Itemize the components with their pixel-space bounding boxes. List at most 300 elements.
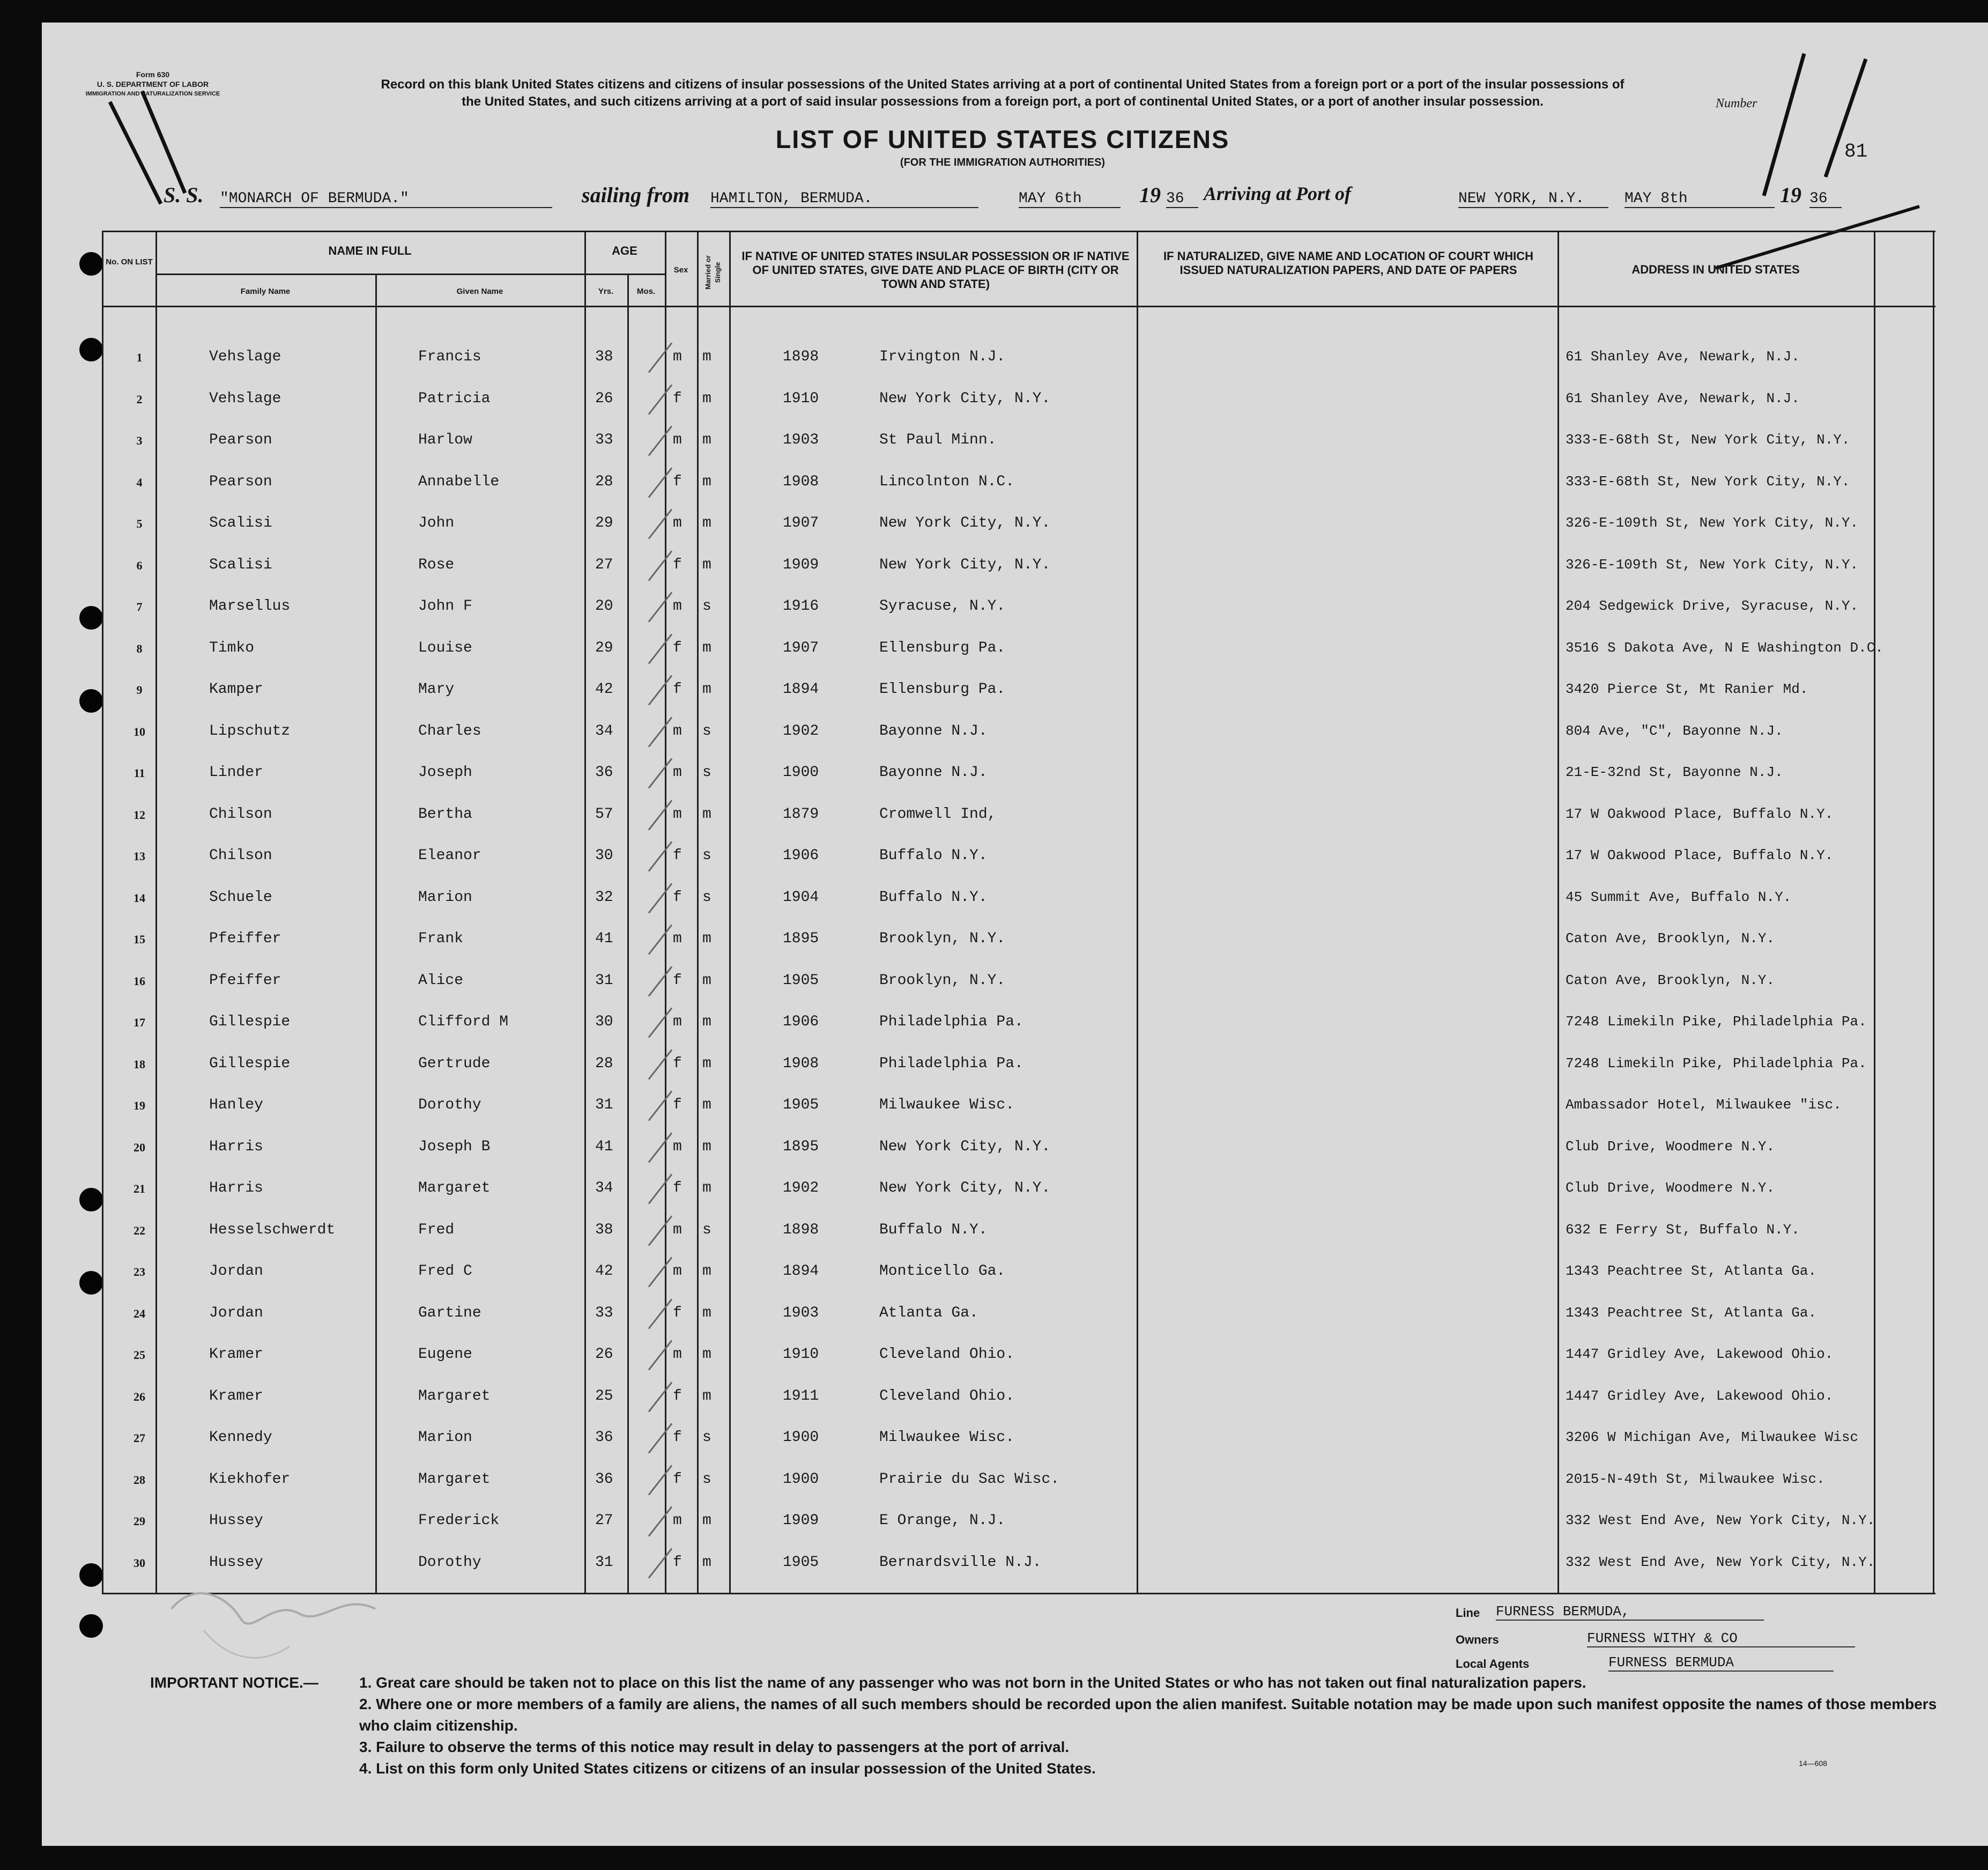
col-rule-right xyxy=(1933,231,1934,1593)
birth-place: Bernardsville N.J. xyxy=(879,1554,1042,1571)
family-name: Kennedy xyxy=(209,1429,272,1446)
us-address: 7248 Limekiln Pike, Philadelphia Pa. xyxy=(1566,1055,1867,1071)
family-name: Gillespie xyxy=(209,1014,291,1030)
row-number: 24 xyxy=(133,1306,145,1320)
col-header-no: No. ON LIST xyxy=(106,257,153,267)
birth-place: Ellensburg Pa. xyxy=(879,681,1006,698)
age-years: 28 xyxy=(595,473,613,490)
marital-status: s xyxy=(702,764,711,781)
given-name: Gartine xyxy=(418,1304,481,1321)
age-years: 30 xyxy=(595,847,613,864)
given-name: Charles xyxy=(418,722,481,740)
line-label: Line xyxy=(1456,1606,1480,1620)
birth-year: 1909 xyxy=(783,1512,819,1529)
line-value: FURNESS BERMUDA, xyxy=(1496,1603,1764,1621)
us-address: 1343 Peachtree St, Atlanta Ga. xyxy=(1566,1304,1817,1321)
birth-year: 1906 xyxy=(783,1014,819,1030)
given-name: John xyxy=(418,515,455,531)
us-address: 21-E-32nd St, Bayonne N.J. xyxy=(1566,764,1783,780)
marital-status: m xyxy=(702,515,711,531)
birth-place: Milwaukee Wisc. xyxy=(879,1097,1015,1113)
arrive-date: MAY 8th xyxy=(1624,190,1775,208)
row-number: 9 xyxy=(136,683,143,697)
family-name: Kramer xyxy=(209,1387,263,1405)
row-number: 26 xyxy=(133,1389,145,1403)
marital-status: m xyxy=(702,1346,711,1363)
col-rule-left xyxy=(102,231,103,1593)
col-header-age: AGE xyxy=(612,244,637,257)
birth-year: 1895 xyxy=(783,1138,819,1155)
birth-place: Buffalo N.Y. xyxy=(879,847,988,864)
marital-status: m xyxy=(702,681,711,698)
row-number: 6 xyxy=(136,558,143,572)
col-rule-family xyxy=(375,274,377,1593)
sex: m xyxy=(673,764,682,781)
sex: f xyxy=(673,1554,682,1571)
age-years: 27 xyxy=(595,556,613,573)
given-name: Margaret xyxy=(418,1180,491,1196)
marital-status: m xyxy=(702,1055,711,1072)
birth-place: New York City, N.Y. xyxy=(879,1138,1051,1155)
birth-place: Irvington N.J. xyxy=(879,349,1006,365)
birth-place: Milwaukee Wisc. xyxy=(879,1429,1015,1446)
depart-date: MAY 6th xyxy=(1019,190,1121,208)
sex: m xyxy=(673,598,682,615)
age-years: 33 xyxy=(595,432,613,448)
birth-year: 1898 xyxy=(783,349,819,365)
row-number: 14 xyxy=(133,891,145,905)
family-name: Jordan xyxy=(209,1304,263,1321)
row-number: 15 xyxy=(133,933,145,946)
family-name: Linder xyxy=(209,764,263,781)
age-years: 41 xyxy=(595,1138,613,1155)
given-name: Rose xyxy=(418,556,455,573)
page-subtitle: (FOR THE IMMIGRATION AUTHORITIES) xyxy=(900,157,1106,168)
sex: f xyxy=(673,1387,682,1405)
us-address: 333-E-68th St, New York City, N.Y. xyxy=(1566,473,1850,490)
sex: f xyxy=(673,473,682,490)
given-name: Francis xyxy=(418,349,481,365)
given-name: Patricia xyxy=(418,390,491,407)
given-name: Eleanor xyxy=(418,847,481,864)
age-years: 36 xyxy=(595,764,613,781)
given-name: Margaret xyxy=(418,1387,491,1405)
arrival-port: NEW YORK, N.Y. xyxy=(1458,190,1608,208)
us-address: 7248 Limekiln Pike, Philadelphia Pa. xyxy=(1566,1014,1867,1030)
marital-status: m xyxy=(702,639,711,656)
agents-label: Local Agents xyxy=(1456,1657,1530,1671)
sex: m xyxy=(673,432,682,448)
age-years: 42 xyxy=(595,1263,613,1280)
sex: m xyxy=(673,1263,682,1280)
given-name: Marion xyxy=(418,889,472,906)
birth-place: New York City, N.Y. xyxy=(879,515,1051,531)
given-name: Frederick xyxy=(418,1512,500,1529)
family-name: Pearson xyxy=(209,473,272,490)
row-number: 7 xyxy=(136,600,143,614)
page-title: LIST OF UNITED STATES CITIZENS xyxy=(775,125,1230,153)
birth-year: 1907 xyxy=(783,639,819,656)
age-years: 32 xyxy=(595,889,613,906)
family-name: Jordan xyxy=(209,1263,263,1280)
birth-place: Bayonne N.J. xyxy=(879,722,988,740)
given-name: Joseph B xyxy=(418,1138,491,1155)
row-number: 13 xyxy=(133,849,145,863)
sex: f xyxy=(673,681,682,698)
us-address: 17 W Oakwood Place, Buffalo N.Y. xyxy=(1566,805,1834,822)
birth-year: 1894 xyxy=(783,1263,819,1280)
family-name: Harris xyxy=(209,1138,263,1155)
birth-place: Philadelphia Pa. xyxy=(879,1055,1023,1072)
birth-year: 1898 xyxy=(783,1221,819,1238)
sex: m xyxy=(673,515,682,531)
birth-year: 1906 xyxy=(783,847,819,864)
birth-year: 1916 xyxy=(783,598,819,615)
marital-status: m xyxy=(702,972,711,989)
row-number: 16 xyxy=(133,974,145,988)
age-years: 38 xyxy=(595,349,613,365)
arrive-year: 36 xyxy=(1809,190,1842,208)
row-number: 2 xyxy=(136,392,143,406)
given-name: Dorothy xyxy=(418,1554,481,1571)
us-address: 61 Shanley Ave, Newark, N.J. xyxy=(1566,390,1800,406)
birth-place: New York City, N.Y. xyxy=(879,1180,1051,1196)
birth-year: 1900 xyxy=(783,1429,819,1446)
row-number: 1 xyxy=(136,351,143,364)
stamp-number: 81 xyxy=(1844,141,1868,162)
col-rule-name xyxy=(584,231,586,1593)
us-address: 204 Sedgewick Drive, Syracuse, N.Y. xyxy=(1566,598,1859,614)
age-years: 33 xyxy=(595,1304,613,1321)
birth-year: 1905 xyxy=(783,1097,819,1113)
form-code: 14—608 xyxy=(1799,1759,1827,1768)
birth-place: Bayonne N.J. xyxy=(879,764,988,781)
agents-value: FURNESS BERMUDA xyxy=(1608,1654,1834,1672)
marital-status: s xyxy=(702,847,711,864)
inspector-signature xyxy=(161,1561,386,1689)
family-name: Schuele xyxy=(209,889,272,906)
given-name: Margaret xyxy=(418,1470,491,1488)
row-number: 3 xyxy=(136,434,143,447)
sex: m xyxy=(673,1138,682,1155)
marital-status: m xyxy=(702,473,711,490)
sex: m xyxy=(673,805,682,823)
us-address: 333-E-68th St, New York City, N.Y. xyxy=(1566,432,1850,448)
row-number: 5 xyxy=(136,517,143,530)
birth-year: 1902 xyxy=(783,1180,819,1196)
family-name: Lipschutz xyxy=(209,722,291,740)
row-number: 10 xyxy=(133,725,145,738)
marital-status: m xyxy=(702,1512,711,1529)
age-years: 31 xyxy=(595,1097,613,1113)
given-name: Eugene xyxy=(418,1346,472,1363)
sex: m xyxy=(673,1221,682,1238)
us-address: 332 West End Ave, New York City, N.Y. xyxy=(1566,1512,1875,1528)
birth-year: 1904 xyxy=(783,889,819,906)
sex: m xyxy=(673,1512,682,1529)
birth-year: 1900 xyxy=(783,764,819,781)
given-name: Annabelle xyxy=(418,473,500,490)
family-name: Vehslage xyxy=(209,390,281,407)
given-name: Frank xyxy=(418,930,464,947)
family-name: Harris xyxy=(209,1180,263,1196)
row-number: 21 xyxy=(133,1182,145,1195)
birth-place: Lincolnton N.C. xyxy=(879,473,1015,490)
row-number: 22 xyxy=(133,1223,145,1237)
owners-label: Owners xyxy=(1456,1633,1499,1646)
marital-status: s xyxy=(702,1429,711,1446)
birth-year: 1907 xyxy=(783,515,819,531)
marital-status: m xyxy=(702,349,711,365)
family-name: Kamper xyxy=(209,681,263,698)
birth-place: Cleveland Ohio. xyxy=(879,1346,1015,1363)
birth-year: 1908 xyxy=(783,1055,819,1072)
col-header-given: Given Name xyxy=(456,287,503,296)
birth-year: 1903 xyxy=(783,1304,819,1321)
marital-status: m xyxy=(702,930,711,947)
row-number: 29 xyxy=(133,1514,145,1528)
notice-item: 2. Where one or more members of a family are aliens, the names of all such members should be recorded upon the alien manifest. Suitable notation may be made upon such manifest opposite the names of those members who claim citizenship. xyxy=(359,1696,1937,1734)
row-number: 19 xyxy=(133,1099,145,1112)
marital-status: m xyxy=(702,556,711,573)
sex: m xyxy=(673,930,682,947)
us-address: 632 E Ferry St, Buffalo N.Y. xyxy=(1566,1221,1800,1238)
marital-status: m xyxy=(702,1097,711,1113)
sex: f xyxy=(673,390,682,407)
sailing-from: HAMILTON, BERMUDA. xyxy=(710,190,978,208)
family-name: Pearson xyxy=(209,432,272,448)
sex: f xyxy=(673,1097,682,1113)
family-name: Kramer xyxy=(209,1346,263,1363)
given-name: Mary xyxy=(418,681,455,698)
birth-place: Buffalo N.Y. xyxy=(879,1221,988,1238)
family-name: Chilson xyxy=(209,847,272,864)
family-name: Hesselschwerdt xyxy=(209,1221,336,1238)
given-name: Dorothy xyxy=(418,1097,481,1113)
us-address: 326-E-109th St, New York City, N.Y. xyxy=(1566,556,1859,573)
us-address: Caton Ave, Brooklyn, N.Y. xyxy=(1566,930,1775,947)
sex: f xyxy=(673,1304,682,1321)
us-address: 804 Ave, "C", Bayonne N.J. xyxy=(1566,722,1783,739)
marital-status: s xyxy=(702,722,711,740)
service-name: IMMIGRATION AND NATURALIZATION SERVICE xyxy=(85,91,220,97)
birth-year: 1905 xyxy=(783,972,819,989)
us-address: 61 Shanley Ave, Newark, N.J. xyxy=(1566,349,1800,365)
table-top-rule xyxy=(102,231,1935,232)
col-header-birth: IF NATIVE OF UNITED STATES INSULAR POSSESSION OR IF NATIVE OF UNITED STATES, GIVE DATE AND PLACE OF BIRTH (CITY OR TOWN AND STATE) xyxy=(741,249,1130,291)
birth-year: 1902 xyxy=(783,722,819,740)
row-number: 20 xyxy=(133,1140,145,1154)
row-number: 28 xyxy=(133,1473,145,1487)
row-number: 27 xyxy=(133,1431,145,1445)
birth-place: Brooklyn, N.Y. xyxy=(879,972,1006,989)
given-name: Harlow xyxy=(418,432,472,448)
col-rule-no xyxy=(155,231,157,1593)
age-years: 29 xyxy=(595,639,613,656)
given-name: Marion xyxy=(418,1429,472,1446)
col-rule-naturalized xyxy=(1557,231,1559,1593)
notice-item: 1. Great care should be taken not to place on this list the name of any passenger who was not born in the United States or who has not taken out final naturalization papers. xyxy=(359,1674,1586,1691)
us-address: 1343 Peachtree St, Atlanta Ga. xyxy=(1566,1263,1817,1279)
family-name: Scalisi xyxy=(209,556,272,573)
family-name: Kiekhofer xyxy=(209,1470,291,1488)
birth-place: Syracuse, N.Y. xyxy=(879,598,1006,615)
birth-year: 1910 xyxy=(783,1346,819,1363)
arrive-year-prefix: 19 xyxy=(1780,183,1801,207)
birth-place: New York City, N.Y. xyxy=(879,556,1051,573)
given-name: Alice xyxy=(418,972,464,989)
age-years: 28 xyxy=(595,1055,613,1072)
given-name: Fred xyxy=(418,1221,455,1238)
birth-year: 1908 xyxy=(783,473,819,490)
given-name: Joseph xyxy=(418,764,472,781)
sex: f xyxy=(673,972,682,989)
us-address: 332 West End Ave, New York City, N.Y. xyxy=(1566,1554,1875,1570)
marital-status: m xyxy=(702,1304,711,1321)
us-address: 3206 W Michigan Ave, Milwaukee Wisc xyxy=(1566,1429,1859,1445)
birth-place: Monticello Ga. xyxy=(879,1263,1006,1280)
us-address: 1447 Gridley Ave, Lakewood Ohio. xyxy=(1566,1346,1834,1362)
birth-place: Atlanta Ga. xyxy=(879,1304,978,1321)
depart-year: 36 xyxy=(1166,190,1198,208)
age-years: 38 xyxy=(595,1221,613,1238)
given-name: Gertrude xyxy=(418,1055,491,1072)
us-address: 3516 S Dakota Ave, N E Washington D.C. xyxy=(1566,639,1883,656)
us-address: Club Drive, Woodmere N.Y. xyxy=(1566,1138,1775,1155)
ship-name: "MONARCH OF BERMUDA." xyxy=(220,190,552,208)
col-header-family: Family Name xyxy=(240,287,291,296)
family-name: Hanley xyxy=(209,1097,263,1113)
given-name: John F xyxy=(418,598,472,615)
age-years: 36 xyxy=(595,1429,613,1446)
name-subheader-rule xyxy=(155,274,584,275)
marital-status: m xyxy=(702,1014,711,1030)
row-number: 18 xyxy=(133,1057,145,1071)
age-years: 34 xyxy=(595,1180,613,1196)
family-name: Hussey xyxy=(209,1554,263,1571)
age-years: 30 xyxy=(595,1014,613,1030)
sex: m xyxy=(673,1014,682,1030)
owners-value: FURNESS WITHY & CO xyxy=(1587,1630,1855,1647)
notice-lead: IMPORTANT NOTICE.— xyxy=(150,1674,318,1691)
age-years: 36 xyxy=(595,1470,613,1488)
ss-label: S. S. xyxy=(164,183,204,207)
family-name: Hussey xyxy=(209,1512,263,1529)
birth-year: 1903 xyxy=(783,432,819,448)
birth-year: 1894 xyxy=(783,681,819,698)
sex: f xyxy=(673,556,682,573)
age-years: 20 xyxy=(595,598,613,615)
marital-status: m xyxy=(702,432,711,448)
age-years: 31 xyxy=(595,972,613,989)
row-number: 17 xyxy=(133,1016,145,1029)
marital-status: s xyxy=(702,598,711,615)
row-number: 12 xyxy=(133,808,145,822)
birth-place: New York City, N.Y. xyxy=(879,390,1051,407)
us-address: 17 W Oakwood Place, Buffalo N.Y. xyxy=(1566,847,1834,863)
age-years: 34 xyxy=(595,722,613,740)
given-name: Fred C xyxy=(418,1263,472,1280)
record-instructions: Record on this blank United States citizens and citizens of insular possessions of the United States arriving at a port of continental United States from a foreign port or a port of the insular possessions of the United States, and such citizens arriving at a port of said insular possessions from a foreign port, a port of continental United States, or a port of another insular possession. xyxy=(381,77,1624,109)
age-years: 42 xyxy=(595,681,613,698)
row-number: 23 xyxy=(133,1265,145,1278)
sex: m xyxy=(673,1346,682,1363)
col-header-sex: Sex xyxy=(673,265,688,275)
sex: f xyxy=(673,1470,682,1488)
number-label: Number xyxy=(1716,97,1757,110)
col-header-yrs: Yrs. xyxy=(598,287,614,296)
birth-year: 1900 xyxy=(783,1470,819,1488)
us-address: 3420 Pierce St, Mt Ranier Md. xyxy=(1566,681,1808,697)
sex: f xyxy=(673,1180,682,1196)
us-address: 1447 Gridley Ave, Lakewood Ohio. xyxy=(1566,1387,1834,1404)
col-rule-address xyxy=(1874,231,1875,1593)
row-number: 25 xyxy=(133,1348,145,1362)
marital-status: m xyxy=(702,1180,711,1196)
birth-place: Ellensburg Pa. xyxy=(879,639,1006,656)
table-header-rule xyxy=(102,306,1935,307)
row-number: 4 xyxy=(136,475,143,489)
marital-status: m xyxy=(702,1263,711,1280)
sex: f xyxy=(673,847,682,864)
age-years: 26 xyxy=(595,390,613,407)
row-number: 8 xyxy=(136,641,143,655)
col-header-naturalized: IF NATURALIZED, GIVE NAME AND LOCATION OF COURT WHICH ISSUED NATURALIZATION PAPERS, AND DATE OF PAPERS xyxy=(1163,249,1534,277)
age-years: 29 xyxy=(595,515,613,531)
birth-place: Brooklyn, N.Y. xyxy=(879,930,1006,947)
col-rule-yrs xyxy=(627,274,629,1593)
age-years: 27 xyxy=(595,1512,613,1529)
sex: f xyxy=(673,1055,682,1072)
birth-place: E Orange, N.J. xyxy=(879,1512,1006,1529)
family-name: Scalisi xyxy=(209,515,272,531)
col-header-address: ADDRESS IN UNITED STATES xyxy=(1631,263,1800,276)
row-number: 11 xyxy=(133,766,145,780)
sex: m xyxy=(673,349,682,365)
form-number: Form 630 xyxy=(136,70,170,79)
us-address: 2015-N-49th St, Milwaukee Wisc. xyxy=(1566,1470,1825,1487)
sex: f xyxy=(673,889,682,906)
sailing-label: sailing from xyxy=(582,183,690,207)
birth-place: Prairie du Sac Wisc. xyxy=(879,1470,1060,1488)
birth-place: Buffalo N.Y. xyxy=(879,889,988,906)
birth-year: 1879 xyxy=(783,805,819,823)
family-name: Gillespie xyxy=(209,1055,291,1072)
birth-place: Philadelphia Pa. xyxy=(879,1014,1023,1030)
col-header-name: NAME IN FULL xyxy=(328,244,412,257)
department: U. S. DEPARTMENT OF LABOR xyxy=(97,80,209,88)
us-address: Caton Ave, Brooklyn, N.Y. xyxy=(1566,972,1775,988)
given-name: Clifford M xyxy=(418,1014,509,1030)
family-name: Pfeiffer xyxy=(209,930,281,947)
birth-year: 1909 xyxy=(783,556,819,573)
age-years: 25 xyxy=(595,1387,613,1405)
family-name: Vehslage xyxy=(209,349,281,365)
col-header-mos: Mos. xyxy=(636,287,656,296)
given-name: Bertha xyxy=(418,805,472,823)
family-name: Marsellus xyxy=(209,598,291,615)
age-years: 26 xyxy=(595,1346,613,1363)
us-address: Club Drive, Woodmere N.Y. xyxy=(1566,1180,1775,1196)
us-address: Ambassador Hotel, Milwaukee "isc. xyxy=(1566,1097,1842,1113)
birth-year: 1910 xyxy=(783,390,819,407)
marital-status: m xyxy=(702,805,711,823)
sex: f xyxy=(673,1429,682,1446)
notice-item: 4. List on this form only United States citizens or citizens of an insular possession of the United States. xyxy=(359,1760,1096,1777)
birth-place: Cromwell Ind, xyxy=(879,805,997,823)
marital-status: m xyxy=(702,1554,711,1571)
age-years: 57 xyxy=(595,805,613,823)
